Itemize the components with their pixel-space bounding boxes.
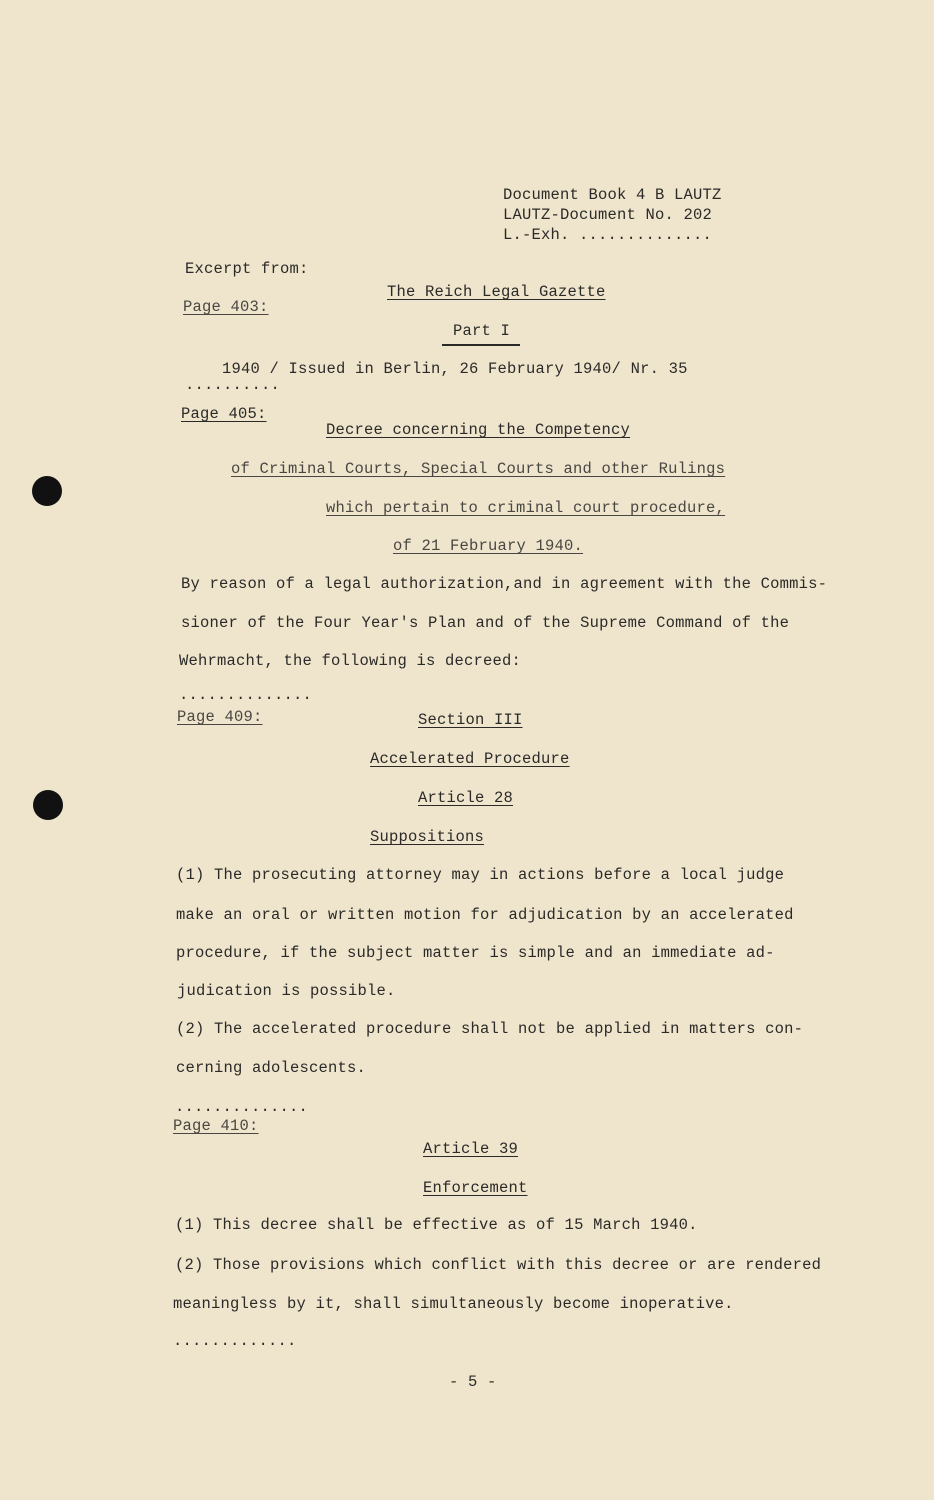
suppositions-heading: Suppositions <box>370 828 485 846</box>
part-heading: Part I <box>453 322 511 340</box>
decree-title-line-4: of 21 February 1940. <box>393 537 584 555</box>
ellipsis-dots: ............. <box>173 1332 297 1350</box>
page-number: - 5 - <box>449 1373 497 1391</box>
art28-p1-line-4: judication is possible. <box>177 982 396 1000</box>
preamble-line-2: sioner of the Four Year's Plan and of the Supreme Command of the <box>181 614 790 632</box>
excerpt-label: Excerpt from: <box>185 260 309 278</box>
art28-p1-line-3: procedure, if the subject matter is simple and an immediate ad- <box>176 944 775 962</box>
gazette-title: The Reich Legal Gazette <box>387 283 606 301</box>
art39-p2-line-2: meaningless by it, shall simultaneously become inoperative. <box>173 1295 734 1313</box>
punch-hole <box>32 476 62 506</box>
punch-hole <box>33 790 63 820</box>
ellipsis-dots: .............. <box>179 686 313 704</box>
preamble-line-1: By reason of a legal authorization,and in agreement with the Commis- <box>181 575 828 593</box>
ellipsis-dots: .......... <box>185 376 281 394</box>
page-ref-403: Page 403: <box>183 298 269 316</box>
divider-rule <box>442 344 520 346</box>
header-line-1: Document Book 4 B LAUTZ <box>503 186 722 204</box>
ellipsis-dots: .............. <box>175 1098 309 1116</box>
art28-p2-line-1: (2) The accelerated procedure shall not be applied in matters con- <box>176 1020 804 1038</box>
art28-p1-line-1: (1) The prosecuting attorney may in actions before a local judge <box>176 866 785 884</box>
page-ref-405: Page 405: <box>181 405 267 423</box>
decree-title-line-3: which pertain to criminal court procedure, <box>326 499 726 517</box>
art39-p2-line-1: (2) Those provisions which conflict with this decree or are rendered <box>175 1256 822 1274</box>
header-line-3: L.-Exh. .............. <box>503 226 713 244</box>
decree-title-line-2: of Criminal Courts, Special Courts and other Rulings <box>231 460 726 478</box>
article-39-heading: Article 39 <box>423 1140 519 1158</box>
issue-line: 1940 / Issued in Berlin, 26 February 1940/ Nr. 35 <box>222 360 688 378</box>
art28-p2-line-2: cerning adolescents. <box>176 1059 367 1077</box>
decree-title-line-1: Decree concerning the Competency <box>326 421 631 439</box>
header-line-2: LAUTZ-Document No. 202 <box>503 206 713 224</box>
art39-p1: (1) This decree shall be effective as of 15 March 1940. <box>175 1216 698 1234</box>
enforcement-heading: Enforcement <box>423 1179 528 1197</box>
page-ref-409: Page 409: <box>177 708 263 726</box>
article-28-heading: Article 28 <box>418 789 514 807</box>
page-ref-410: Page 410: <box>173 1117 259 1135</box>
preamble-line-3: Wehrmacht, the following is decreed: <box>179 652 522 670</box>
procedure-heading: Accelerated Procedure <box>370 750 570 768</box>
section-heading: Section III <box>418 711 523 729</box>
art28-p1-line-2: make an oral or written motion for adjudication by an accelerated <box>176 906 794 924</box>
